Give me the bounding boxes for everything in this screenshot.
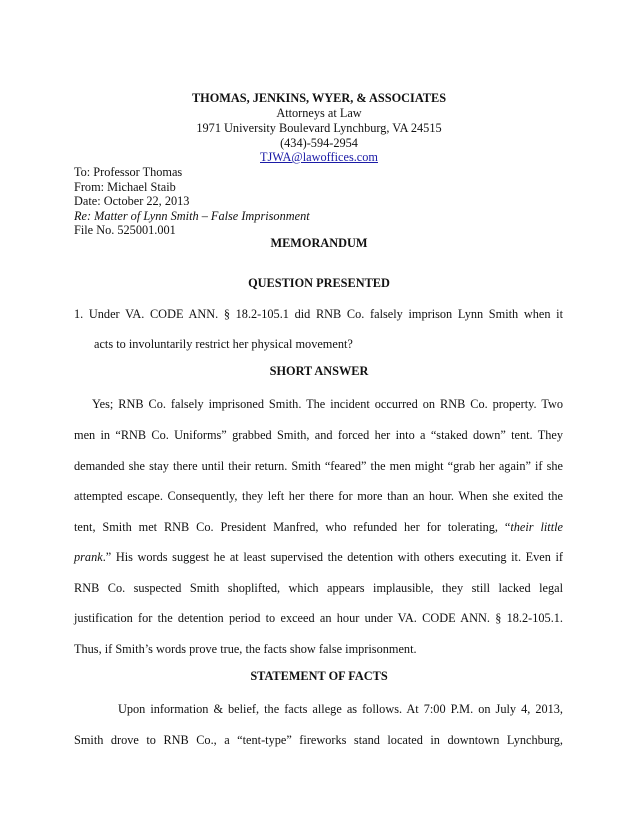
question-line-2: acts to involuntarily restrict her physical movement?: [94, 337, 353, 351]
question-line-1: 1. Under VA. CODE ANN. § 18.2-105.1 did RNB Co. falsely imprison Lynn Smith when it: [74, 307, 563, 321]
short-answer-line-5-text: tent, Smith met RNB Co. President Manfred, who refunded her for tolerating, “: [74, 520, 511, 534]
memo-from: From: Michael Staib: [74, 180, 176, 194]
memo-date: Date: October 22, 2013: [74, 194, 190, 208]
firm-name: THOMAS, JENKINS, WYER, & ASSOCIATES: [191, 91, 447, 105]
firm-tagline: Attorneys at Law: [276, 106, 362, 120]
firm-email-line: [0, 150, 638, 165]
memo-file-no: File No. 525001.001: [74, 223, 176, 237]
short-answer-line-7: RNB Co. suspected Smith shoplifted, which appears implausible, they still lacked legal: [74, 581, 563, 595]
short-answer-line-1: Yes; RNB Co. falsely imprisoned Smith. The incident occurred on RNB Co. property. Two: [92, 397, 563, 411]
question-presented-heading: QUESTION PRESENTED: [248, 276, 390, 290]
short-answer-line-8: justification for the detention period to exceed an hour under VA. CODE ANN. § 18.2-105.1.: [74, 611, 563, 625]
short-answer-line-3: demanded she stay there until their return. Smith “feared” the men might “grab her again” if she: [74, 459, 563, 473]
memo-to: To: Professor Thomas: [74, 165, 183, 179]
facts-line-1: Upon information & belief, the facts allege as follows. At 7:00 P.M. on July 4, 2013,: [118, 702, 563, 716]
firm-address: 1971 University Boulevard Lynchburg, VA 24515: [196, 121, 442, 135]
quote-prank: prank: [74, 550, 103, 564]
short-answer-line-9: Thus, if Smith’s words prove true, the facts show false imprisonment.: [74, 642, 417, 656]
firm-phone: (434)-594-2954: [280, 136, 358, 150]
memo-title: MEMORANDUM: [270, 236, 368, 250]
short-answer-line-2: men in “RNB Co. Uniforms” grabbed Smith, and forced her into a “staked down” tent. They: [74, 428, 563, 442]
facts-line-2: Smith drove to RNB Co., a “tent-type” fireworks stand located in downtown Lynchburg,: [74, 733, 563, 747]
statement-of-facts-heading: STATEMENT OF FACTS: [250, 669, 388, 683]
short-answer-line-5: [74, 520, 563, 535]
quote-their-little: their little: [510, 520, 564, 534]
short-answer-line-4: attempted escape. Consequently, they left her there for more than an hour. When she exited the: [74, 489, 563, 503]
memo-re: Re: Matter of Lynn Smith – False Imprisonment: [74, 209, 310, 223]
firm-email-link[interactable]: TJWA@lawoffices.com: [260, 150, 378, 164]
short-answer-line-6-text: .” His words suggest he at least supervised the detention with others executing it. Even if: [102, 550, 563, 564]
short-answer-heading: SHORT ANSWER: [269, 364, 369, 378]
short-answer-line-6: [74, 550, 563, 565]
